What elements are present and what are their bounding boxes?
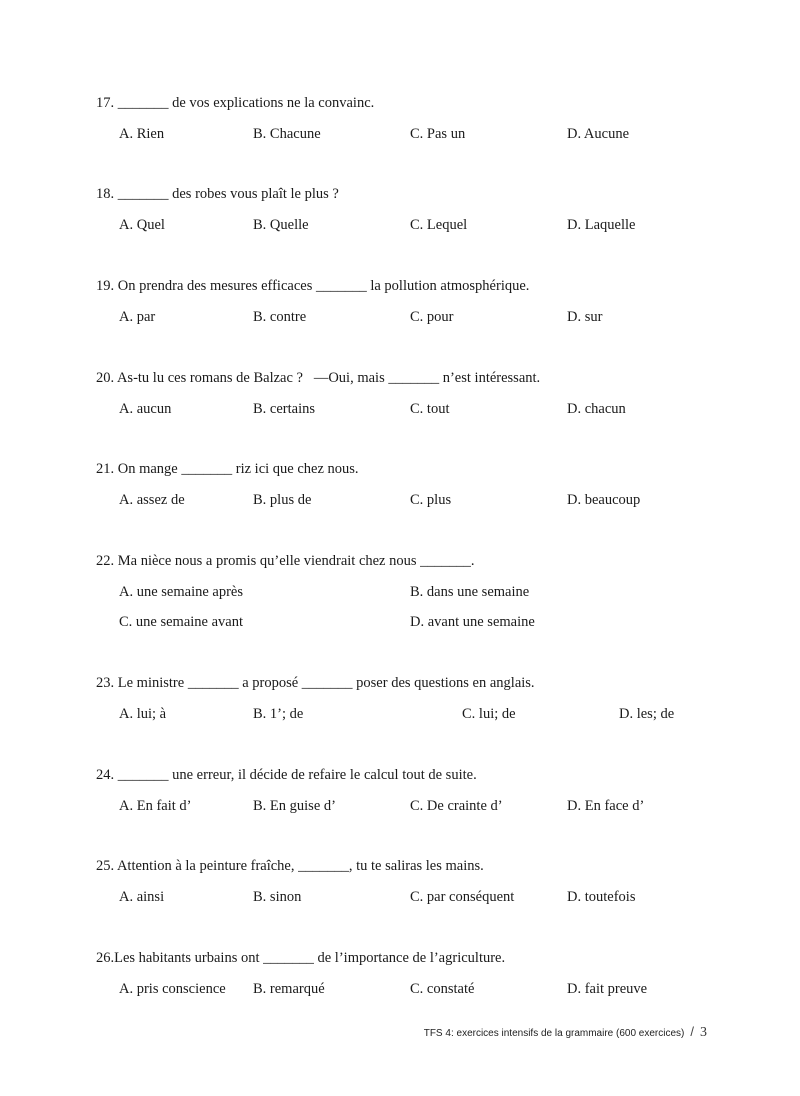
question-22 — [0, 552, 800, 642]
option-a: A. aucun — [119, 401, 172, 417]
question-stem: 24. _______ une erreur, il décide de refaire le calcul tout de suite. — [96, 767, 477, 783]
option-b: B. dans une semaine — [410, 584, 530, 600]
question-stem: 20. As-tu lu ces romans de Balzac ? —Oui, mais _______ n’est intéressant. — [96, 370, 541, 386]
question-stem: 19. On prendra des mesures efficaces _______ la pollution atmosphérique. — [96, 278, 530, 294]
option-d: D. les; de — [619, 706, 675, 722]
option-d: D. fait preuve — [567, 981, 648, 997]
question-17 — [0, 94, 800, 154]
option-d: D. Aucune — [567, 126, 630, 142]
question-stem: 22. Ma nièce nous a promis qu’elle viendrait chez nous _______. — [96, 553, 475, 569]
option-b: B. certains — [253, 401, 316, 417]
option-b: B. plus de — [253, 492, 312, 508]
page-number: 3 — [700, 1025, 707, 1040]
option-c: C. De crainte d’ — [410, 798, 503, 814]
option-d: D. toutefois — [567, 889, 636, 905]
question-20 — [0, 369, 800, 429]
option-b: B. En guise d’ — [253, 798, 336, 814]
question-21 — [0, 460, 800, 520]
question-24 — [0, 766, 800, 826]
option-b: B. remarqué — [253, 981, 325, 997]
option-d: D. chacun — [567, 401, 626, 417]
page-footer — [424, 1024, 707, 1042]
footer-book-title: TFS 4: exercices intensifs de la grammaire (600 exercices) — [423, 1028, 685, 1039]
question-stem: 25. Attention à la peinture fraîche, _______, tu te saliras les mains. — [96, 858, 484, 874]
question-stem: 23. Le ministre _______ a proposé _______ poser des questions en anglais. — [96, 675, 535, 691]
question-23 — [0, 674, 800, 734]
option-a: A. assez de — [119, 492, 185, 508]
option-d: D. Laquelle — [567, 217, 636, 233]
question-stem: 26.Les habitants urbains ont _______ de l’importance de l’agriculture. — [96, 950, 506, 966]
option-d: D. En face d’ — [567, 798, 645, 814]
option-c: C. tout — [410, 401, 450, 417]
question-stem: 18. _______ des robes vous plaît le plus ? — [96, 186, 339, 202]
option-b: B. contre — [253, 309, 307, 325]
option-a: A. une semaine après — [119, 584, 244, 600]
option-b: B. sinon — [253, 889, 302, 905]
option-c: C. plus — [410, 492, 452, 508]
option-c: C. lui; de — [462, 706, 516, 722]
option-d: D. avant une semaine — [410, 614, 535, 630]
option-a: A. ainsi — [119, 889, 165, 905]
option-c: C. Pas un — [410, 126, 466, 142]
option-a: A. par — [119, 309, 156, 325]
footer-separator: / — [690, 1024, 694, 1039]
option-b: B. Quelle — [253, 217, 309, 233]
option-c: C. constaté — [410, 981, 475, 997]
option-b: B. Chacune — [253, 126, 321, 142]
question-18 — [0, 185, 800, 245]
option-c: C. une semaine avant — [119, 614, 244, 630]
option-d: D. sur — [567, 309, 603, 325]
option-a: A. En fait d’ — [119, 798, 192, 814]
option-c: C. Lequel — [410, 217, 468, 233]
option-a: A. pris conscience — [119, 981, 226, 997]
question-19 — [0, 277, 800, 337]
question-26 — [0, 949, 800, 1009]
option-c: C. pour — [410, 309, 454, 325]
option-a: A. lui; à — [119, 706, 167, 722]
option-c: C. par conséquent — [410, 889, 515, 905]
option-a: A. Quel — [119, 217, 165, 233]
question-stem: 21. On mange _______ riz ici que chez nous. — [96, 461, 359, 477]
option-b: B. 1’; de — [253, 706, 304, 722]
question-25 — [0, 857, 800, 917]
option-a: A. Rien — [119, 126, 165, 142]
option-d: D. beaucoup — [567, 492, 641, 508]
question-stem: 17. _______ de vos explications ne la convainc. — [96, 95, 375, 111]
